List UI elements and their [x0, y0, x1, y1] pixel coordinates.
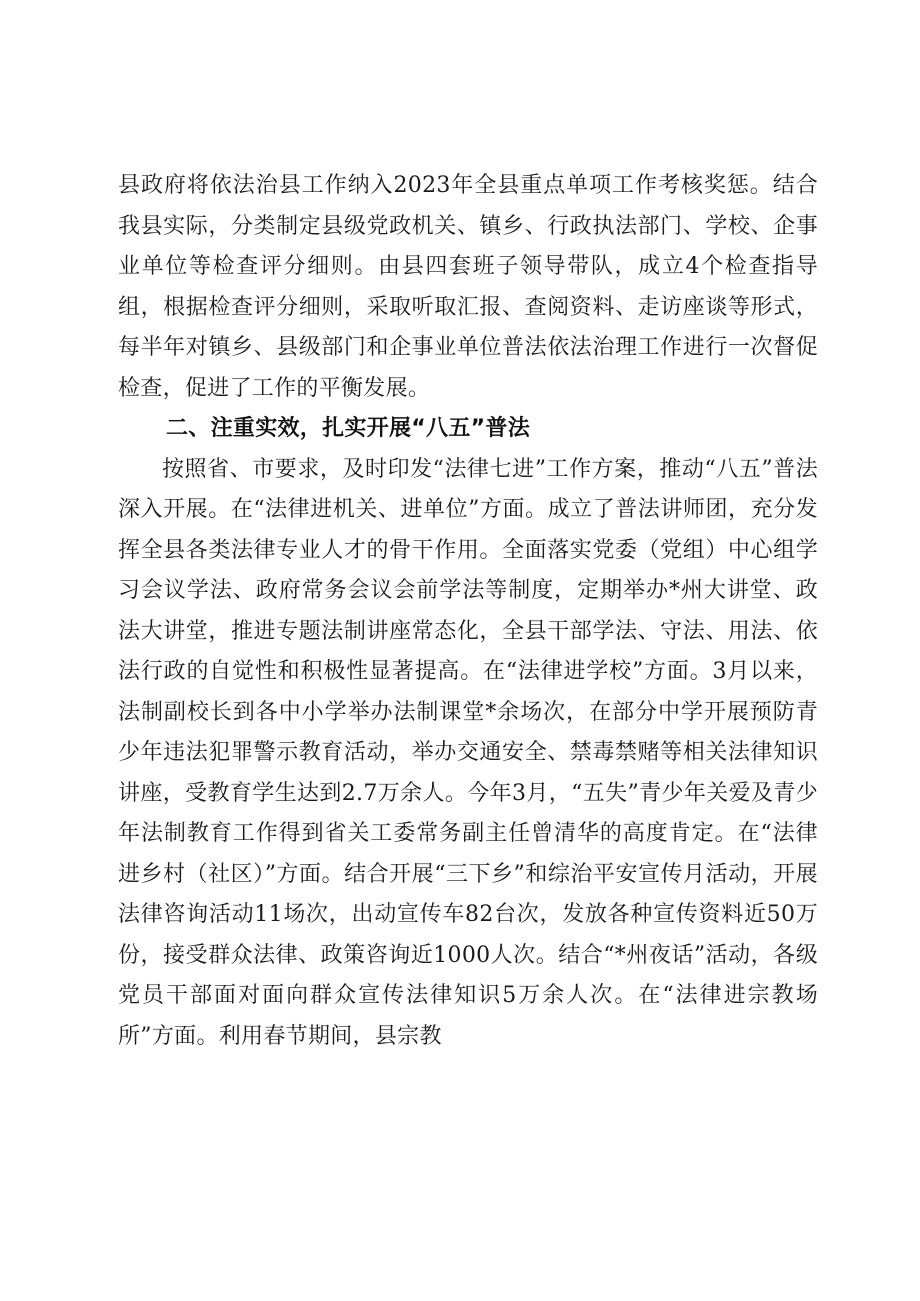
document-body — [118, 166, 818, 1057]
section-heading: 二、注重实效，扎实开展“八五”普法 — [166, 416, 531, 441]
paragraph-inspection: 县政府将依法治县工作纳入2023年全县重点单项工作考核奖惩。结合我县实际，分类制定县级党政机关、镇乡、行政执法部门、学校、企事业单位等检查评分细则。由县四套班子领导带队，成立4个检查指导组，根据检查评分细则，采取听取汇报、查阅资料、走访座谈等形式，每半年对镇乡、县级部门和企事业单位普法依法治理工作进行一次督促检查，促进了工作的平衡发展。 — [118, 173, 818, 401]
paragraph-law-popularization: 按照省、市要求，及时印发“法律七进”工作方案，推动“八五”普法深入开展。在“法律进机关、进单位”方面。成立了普法讲师团，充分发挥全县各类法律专业人才的骨干作用。全面落实党委（党组）中心组学习会议学法、政府常务会议会前学法等制度，定期举办*州大讲堂、政法大讲堂，推进专题法制讲座常态化，全县干部学法、守法、用法、依法行政的自觉性和积极性显著提高。在“法律进学校”方面。3月以来，法制副校长到各中小学举办法制课堂*余场次，在部分中学开展预防青少年违法犯罪警示教育活动，举办交通安全、禁毒禁赌等相关法律知识讲座，受教育学生达到2.7万余人。今年3月，“五失”青少年关爱及青少年法制教育工作得到省关工委常务副主任曾清华的高度肯定。在“法律进乡村（社区）”方面。结合开展“三下乡”和综治平安宣传月活动，开展法律咨询活动11场次，出动宣传车82台次，发放各种宣传资料近50万份，接受群众法律、政策咨询近1000人次。结合“*州夜话”活动，各级党员干部面对面向群众宣传法律知识5万余人次。在“法律进宗教场所”方面。利用春节期间，县宗教 — [118, 456, 818, 1049]
